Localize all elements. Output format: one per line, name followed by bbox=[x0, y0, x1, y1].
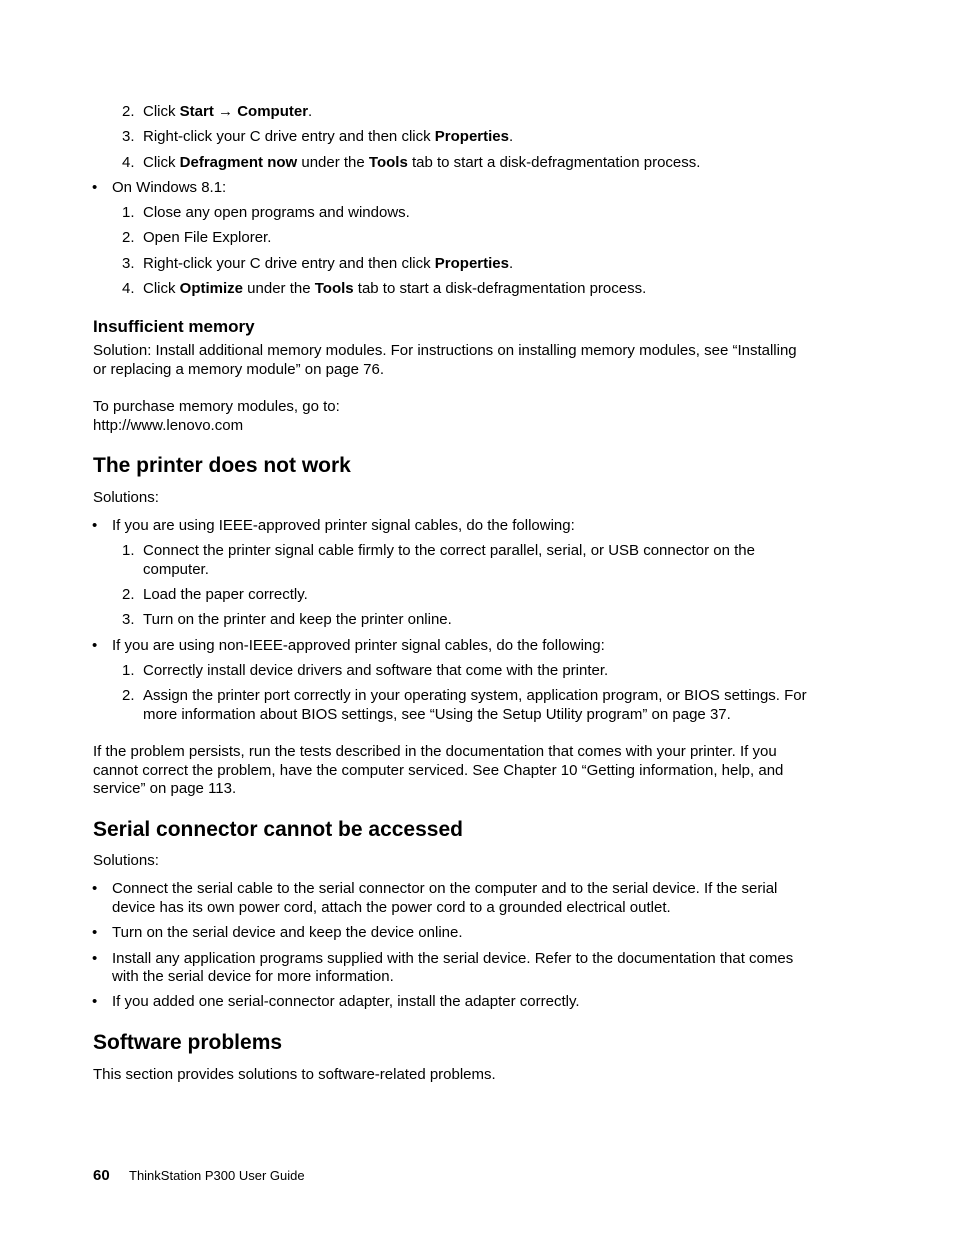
step-text: Right-click your C drive entry and then click Properties. bbox=[143, 255, 514, 272]
step-number: 3. bbox=[122, 128, 135, 145]
list-item: Turn on the serial device and keep the device online. bbox=[112, 924, 463, 941]
bullet-icon: • bbox=[92, 993, 98, 1010]
step-text: computer. bbox=[143, 561, 209, 578]
printer-bullet-non-ieee: If you are using non-IEEE-approved printer signal cables, do the following: bbox=[112, 637, 605, 654]
step-text: Click Optimize under the Tools tab to start a disk-defragmentation process. bbox=[143, 280, 647, 297]
printer-solutions-label: Solutions: bbox=[93, 489, 159, 506]
step-number: 1. bbox=[122, 204, 135, 221]
serial-solutions-label: Solutions: bbox=[93, 852, 159, 869]
printer-persist-line2: cannot correct the problem, have the computer serviced. See Chapter 10 “Getting information, help, and bbox=[93, 762, 784, 779]
step-text: Close any open programs and windows. bbox=[143, 204, 410, 221]
step-text: more information about BIOS settings, see “Using the Setup Utility program” on page 37. bbox=[143, 706, 731, 723]
bullet-icon: • bbox=[92, 924, 98, 941]
step-text: Turn on the printer and keep the printer online. bbox=[143, 611, 452, 628]
printer-persist-line3: service” on page 113. bbox=[93, 780, 237, 797]
step-number: 1. bbox=[122, 542, 135, 559]
step-number: 2. bbox=[122, 229, 135, 246]
step-number: 1. bbox=[122, 662, 135, 679]
step-number: 4. bbox=[122, 154, 135, 171]
memory-solution-line1: Solution: Install additional memory modules. For instructions on installing memory modules, see “Installing bbox=[93, 342, 797, 359]
lenovo-url: http://www.lenovo.com bbox=[93, 417, 244, 434]
software-intro: This section provides solutions to software-related problems. bbox=[93, 1066, 496, 1083]
list-item: Connect the serial cable to the serial connector on the computer and to the serial device. If the serial bbox=[112, 880, 778, 897]
list-item: If you added one serial-connector adapter, install the adapter correctly. bbox=[112, 993, 580, 1010]
insufficient-memory-heading: Insufficient memory bbox=[93, 317, 255, 336]
printer-heading: The printer does not work bbox=[93, 454, 351, 477]
step-text: Assign the printer port correctly in your operating system, application program, or BIOS settings. For bbox=[143, 687, 807, 704]
step-number: 2. bbox=[122, 586, 135, 603]
footer-title: ThinkStation P300 User Guide bbox=[129, 1168, 305, 1183]
win81-bullet: On Windows 8.1: bbox=[112, 179, 227, 196]
page-number: 60 bbox=[93, 1167, 110, 1184]
bullet-icon: • bbox=[92, 179, 98, 196]
step-text: Click Defragment now under the Tools tab to start a disk-defragmentation process. bbox=[143, 154, 701, 171]
step-number: 2. bbox=[122, 103, 135, 120]
arrow-icon: → bbox=[218, 103, 234, 120]
memory-purchase-text: To purchase memory modules, go to: bbox=[93, 398, 340, 415]
step-text: Load the paper correctly. bbox=[143, 586, 308, 603]
bullet-icon: • bbox=[92, 637, 98, 654]
bullet-icon: • bbox=[92, 950, 98, 967]
step-text: Right-click your C drive entry and then click Properties. bbox=[143, 128, 514, 145]
bullet-icon: • bbox=[92, 880, 98, 897]
list-item: with the serial device for more information. bbox=[112, 968, 394, 985]
memory-solution-line2: or replacing a memory module” on page 76. bbox=[93, 361, 384, 378]
step-number: 4. bbox=[122, 280, 135, 297]
bullet-icon: • bbox=[92, 517, 98, 534]
software-heading: Software problems bbox=[93, 1031, 283, 1054]
step-text: Open File Explorer. bbox=[143, 229, 272, 246]
step-text: Connect the printer signal cable firmly to the correct parallel, serial, or USB connector on the bbox=[143, 542, 755, 559]
step-text: Click Start → Computer. bbox=[143, 103, 313, 120]
step-number: 3. bbox=[122, 611, 135, 628]
step-number: 3. bbox=[122, 255, 135, 272]
list-item: device has its own power cord, attach the power cord to a grounded electrical outlet. bbox=[112, 899, 671, 916]
list-item: Install any application programs supplied with the serial device. Refer to the documentation that comes bbox=[112, 950, 794, 967]
printer-persist-line1: If the problem persists, run the tests described in the documentation that comes with your printer. If you bbox=[93, 743, 777, 760]
serial-heading: Serial connector cannot be accessed bbox=[93, 818, 463, 841]
step-text: Correctly install device drivers and software that come with the printer. bbox=[143, 662, 609, 679]
printer-bullet-ieee: If you are using IEEE-approved printer signal cables, do the following: bbox=[112, 517, 575, 534]
step-number: 2. bbox=[122, 687, 135, 704]
